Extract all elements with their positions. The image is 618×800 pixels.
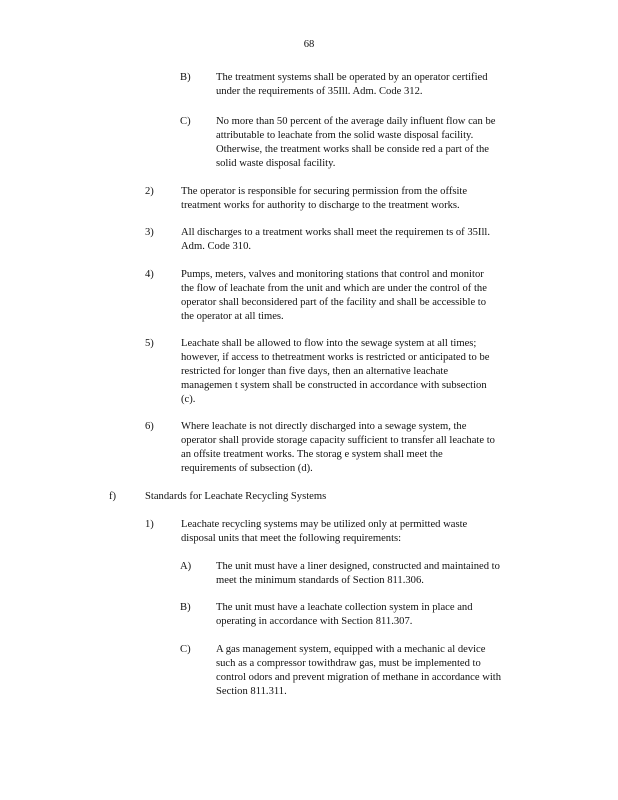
text-line: No more than 50 percent of the average daily influent flow can be	[216, 116, 496, 127]
paragraph-label: 6)	[145, 421, 154, 432]
paragraph-label: A)	[180, 561, 192, 572]
paragraph-label: 2)	[145, 186, 154, 197]
paragraph-label: 4)	[145, 269, 154, 280]
paragraph-label: B)	[180, 602, 191, 613]
paragraph-text	[181, 518, 536, 546]
paragraph-label: C)	[180, 644, 191, 655]
text-line: the operator at all times.	[181, 311, 284, 322]
text-line: managemen t system shall be constructed in accordance with subsection	[181, 380, 487, 391]
section-label: f)	[109, 491, 117, 502]
text-line: All discharges to a treatment works shall meet the requiremen ts of 35Ill.	[181, 227, 490, 238]
text-line: Adm. Code 310.	[181, 241, 252, 252]
text-line: operating in accordance with Section 811.307.	[216, 616, 413, 627]
text-line: disposal units that meet the following requirements:	[181, 533, 402, 544]
text-line: The treatment systems shall be operated by an operator certified	[216, 72, 488, 83]
text-line: Otherwise, the treatment works shall be conside red a part of the	[216, 144, 489, 155]
text-line: meet the minimum standards of Section 811.306.	[216, 575, 424, 586]
paragraph-label: 3)	[145, 227, 154, 238]
paragraph-text	[216, 115, 536, 171]
text-line: Leachate shall be allowed to flow into the sewage system at all times;	[181, 338, 477, 349]
paragraph-text	[216, 560, 536, 588]
text-line: Standards for Leachate Recycling Systems	[145, 491, 327, 502]
paragraph-label: 5)	[145, 338, 154, 349]
paragraph-text	[181, 337, 536, 407]
paragraph-label: C)	[180, 116, 191, 127]
text-line: operator shall beconsidered part of the facility and shall be accessible to	[181, 297, 487, 308]
paragraph-text	[181, 226, 536, 254]
paragraph-text	[181, 185, 536, 213]
text-line: operator shall provide storage capacity sufficient to transfer all leachate to	[181, 435, 495, 446]
text-line: restricted for longer than five days, then an alternative leachate	[181, 366, 449, 377]
paragraph-text	[181, 420, 536, 476]
text-line: The unit must have a leachate collection system in place and	[216, 602, 473, 613]
text-line: The unit must have a liner designed, constructed and maintained to	[216, 561, 500, 572]
paragraph-text	[181, 268, 536, 324]
text-line: solid waste disposal facility.	[216, 158, 336, 169]
text-line: under the requirements of 35Ill. Adm. Code 312.	[216, 86, 423, 97]
text-line: the flow of leachate from the unit and which are under the control of the	[181, 283, 487, 294]
paragraph-label: 1)	[145, 519, 154, 530]
paragraph-text	[216, 71, 536, 99]
text-line: Pumps, meters, valves and monitoring stations that control and monitor	[181, 269, 484, 280]
text-line: requirements of subsection (d).	[181, 463, 313, 474]
paragraph-text	[216, 643, 536, 699]
text-line: A gas management system, equipped with a mechanic al device	[216, 644, 486, 655]
paragraph-text	[216, 601, 536, 629]
text-line: Section 811.311.	[216, 686, 287, 697]
text-line: treatment works for authority to discharge to the treatment works.	[181, 200, 460, 211]
text-line: attributable to leachate from the solid waste disposal facility.	[216, 130, 474, 141]
text-line: Where leachate is not directly discharged into a sewage system, the	[181, 421, 467, 432]
text-line: control odors and prevent migration of methane in accordance with	[216, 672, 502, 683]
page-number: 68	[303, 39, 315, 50]
text-line: The operator is responsible for securing permission from the offsite	[181, 186, 468, 197]
text-line: however, if access to thetreatment works is restricted or anticipated to be	[181, 352, 490, 363]
text-line: an offsite treatment works. The storag e system shall meet the	[181, 449, 443, 460]
section-title	[145, 490, 535, 504]
text-line: Leachate recycling systems may be utilized only at permitted waste	[181, 519, 468, 530]
paragraph-label: B)	[180, 72, 191, 83]
text-line: such as a compressor towithdraw gas, must be implemented to	[216, 658, 481, 669]
text-line: (c).	[181, 394, 196, 405]
